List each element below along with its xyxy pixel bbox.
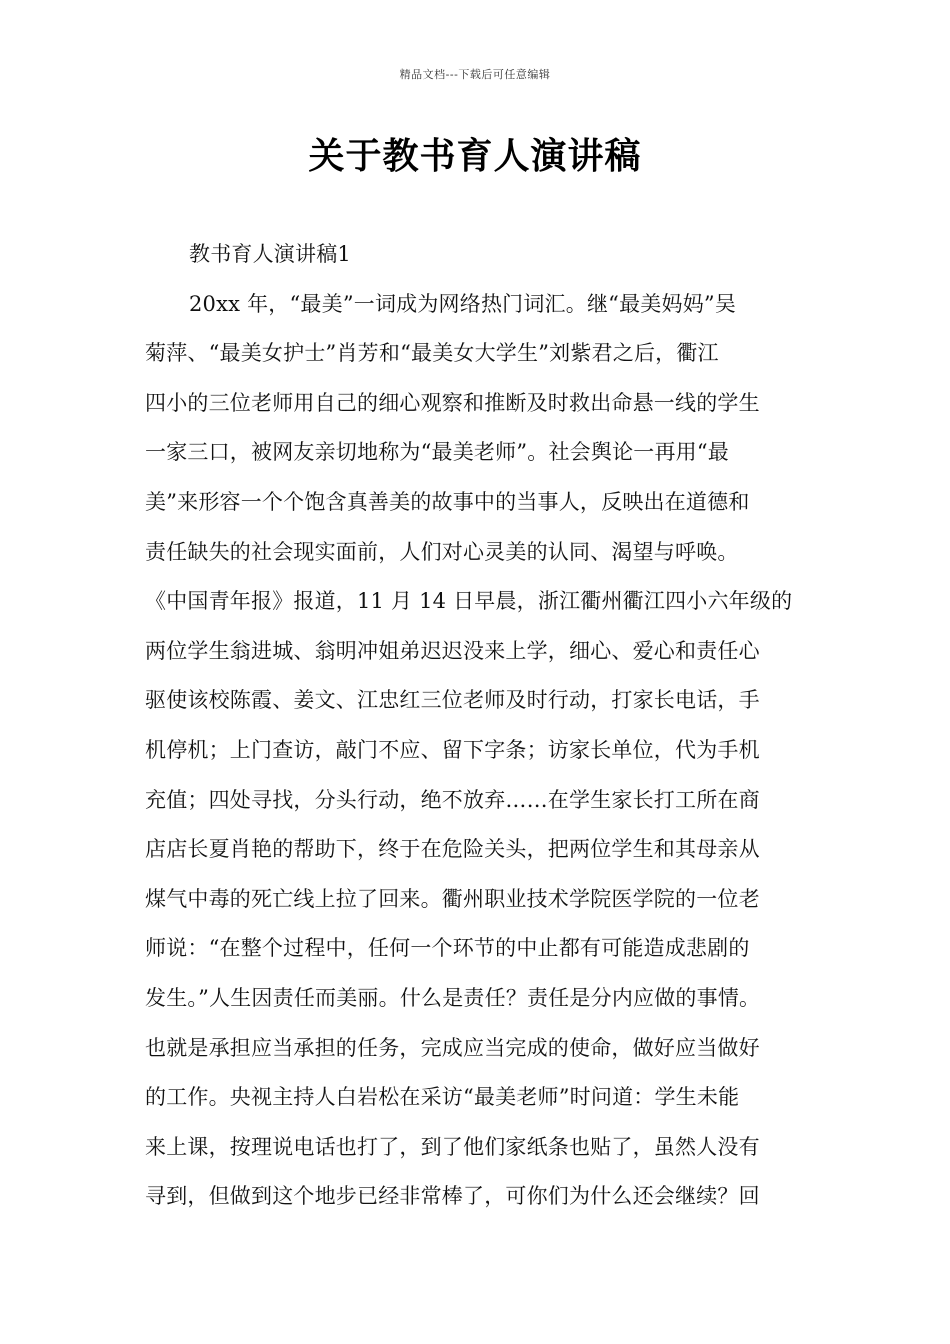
paragraph-line: 发生。”人生因责任而美丽。什么是责任？责任是分内应做的事情。 [145,985,761,1010]
paragraph-line: 充值；四处寻找，分头行动，绝不放弃……在学生家长打工所在商 [145,787,760,812]
paragraph-line: 寻到，但做到这个地步已经非常棒了，可你们为什么还会继续？回 [145,1184,760,1209]
paragraph-line: 一家三口，被网友亲切地称为“最美老师”。社会舆论一再用“最 [145,440,730,465]
section-subheading: 教书育人演讲稿1 [189,242,351,266]
paragraph-line: 美”来形容一个个饱含真善美的故事中的当事人，反映出在道德和 [145,489,750,514]
paragraph-line: 驱使该校陈霞、姜文、江忠红三位老师及时行动，打家长电话，手 [145,688,760,713]
paragraph-line: 《中国青年报》报道，11 月 14 日早晨，浙江衢州衢江四小六年级的 [145,589,793,614]
header-note: 精品文档---下载后可任意编辑 [399,68,551,81]
paragraph-line: 师说：“在整个过程中，任何一个环节的中止都有可能造成悲剧的 [145,936,750,961]
paragraph-line: 店店长夏肖艳的帮助下，终于在危险关头，把两位学生和其母亲从 [145,837,760,862]
paragraph-line: 来上课，按理说电话也打了，到了他们家纸条也贴了，虽然人没有 [145,1134,760,1159]
paragraph-line: 煤气中毒的死亡线上拉了回来。衢州职业技术学院医学院的一位老 [145,886,760,911]
paragraph-line: 菊萍、“最美女护士”肖芳和“最美女大学生”刘紫君之后，衢江 [145,341,719,366]
paragraph-line: 两位学生翁进城、翁明冲姐弟迟迟没来上学，细心、爱心和责任心 [145,638,760,663]
paragraph-line: 的工作。央视主持人白岩松在采访“最美老师”时问道：学生未能 [145,1085,740,1110]
document-title: 关于教书育人演讲稿 [308,135,642,177]
paragraph-line: 责任缺失的社会现实面前，人们对心灵美的认同、渴望与呼唤。 [145,539,739,564]
paragraph-line: 四小的三位老师用自己的细心观察和推断及时救出命悬一线的学生 [145,390,760,415]
paragraph-line: 20xx 年，“最美”一词成为网络热门词汇。继“最美妈妈”吴 [189,291,737,316]
paragraph-line: 也就是承担应当承担的任务，完成应当完成的使命，做好应当做好 [145,1035,760,1060]
paragraph-line: 机停机；上门查访，敲门不应、留下字条；访家长单位，代为手机 [145,737,760,762]
document-body [145,230,805,1222]
